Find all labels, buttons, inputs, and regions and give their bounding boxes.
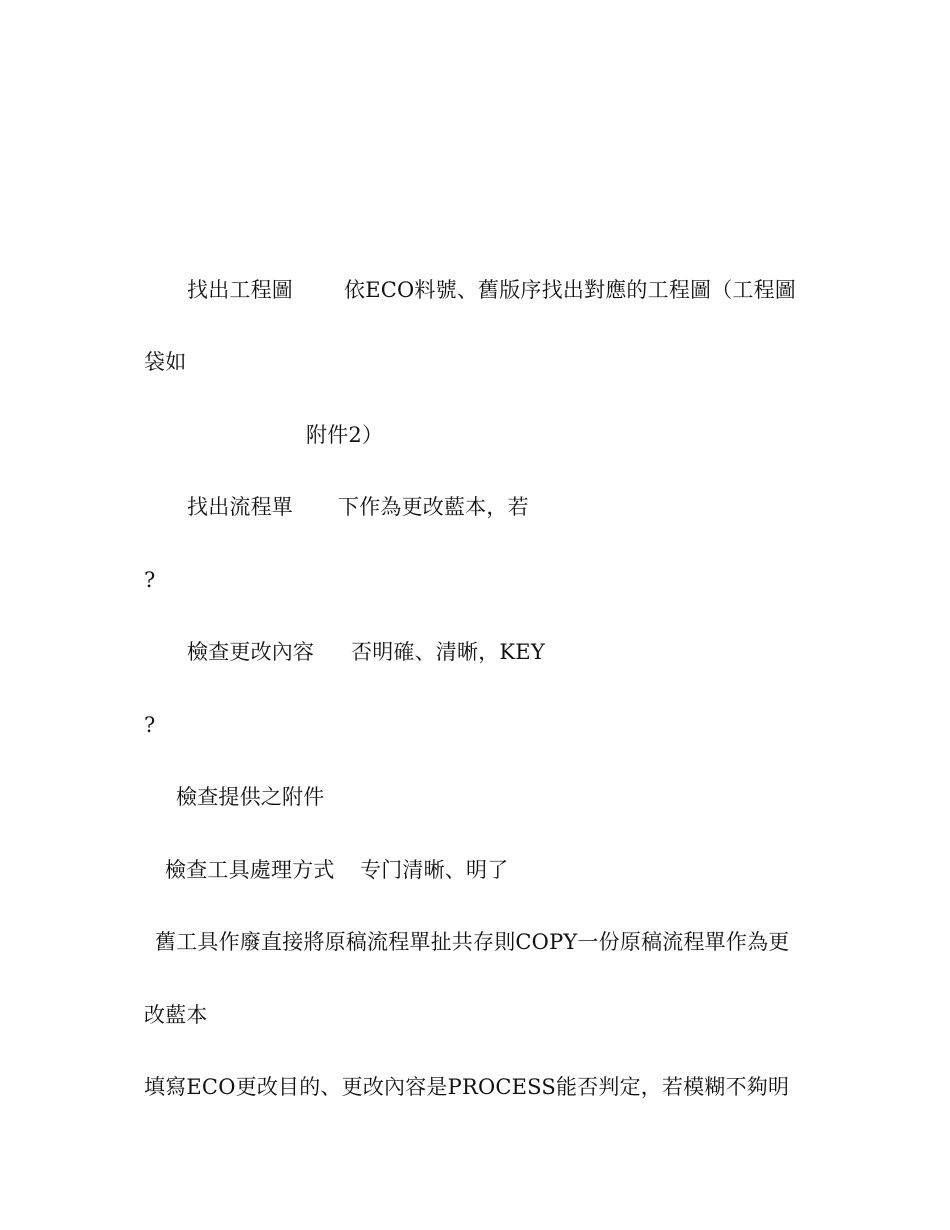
- process-step-label: 找出流程單: [187, 495, 293, 519]
- process-step-label: 檢查工具處理方式: [165, 858, 335, 882]
- continuation-text: 改藍本: [144, 1003, 208, 1027]
- paragraph-text: 舊工具作廢直接將原稿流程單扯共存則COPY一份原稿流程單作為更: [155, 930, 790, 954]
- process-step-label: 檢查提供之附件: [176, 785, 325, 809]
- text-line: [144, 567, 172, 645]
- continuation-text: 附件2）: [306, 423, 384, 447]
- process-step-description: 否明確、清晰，KEY: [351, 640, 545, 664]
- text-line: [144, 1002, 208, 1080]
- continuation-text: 袋如: [144, 350, 187, 374]
- text-line: [176, 784, 325, 862]
- process-step-description: 专门清晰、明了: [360, 858, 509, 882]
- text-line: [187, 277, 797, 381]
- text-line: [155, 929, 790, 1007]
- process-step-label: 找出工程圖: [187, 278, 293, 302]
- text-line: [306, 422, 384, 500]
- text-line: [144, 712, 172, 790]
- process-step-description: 下作為更改藍本，若: [338, 495, 529, 519]
- process-step-description: 依ECO料號、舊版序找出對應的工程圖（工程圖: [344, 278, 797, 302]
- text-line: [144, 1074, 790, 1152]
- paragraph-text: 填寫ECO更改目的、更改內容是PROCESS能否判定，若模糊不夠明: [144, 1075, 790, 1099]
- text-line: [144, 349, 187, 427]
- question-mark: ?: [144, 713, 156, 737]
- process-step-label: 檢查更改內容: [187, 640, 315, 664]
- text-line: [187, 494, 529, 598]
- question-mark: ?: [144, 568, 156, 592]
- text-line: [187, 639, 545, 743]
